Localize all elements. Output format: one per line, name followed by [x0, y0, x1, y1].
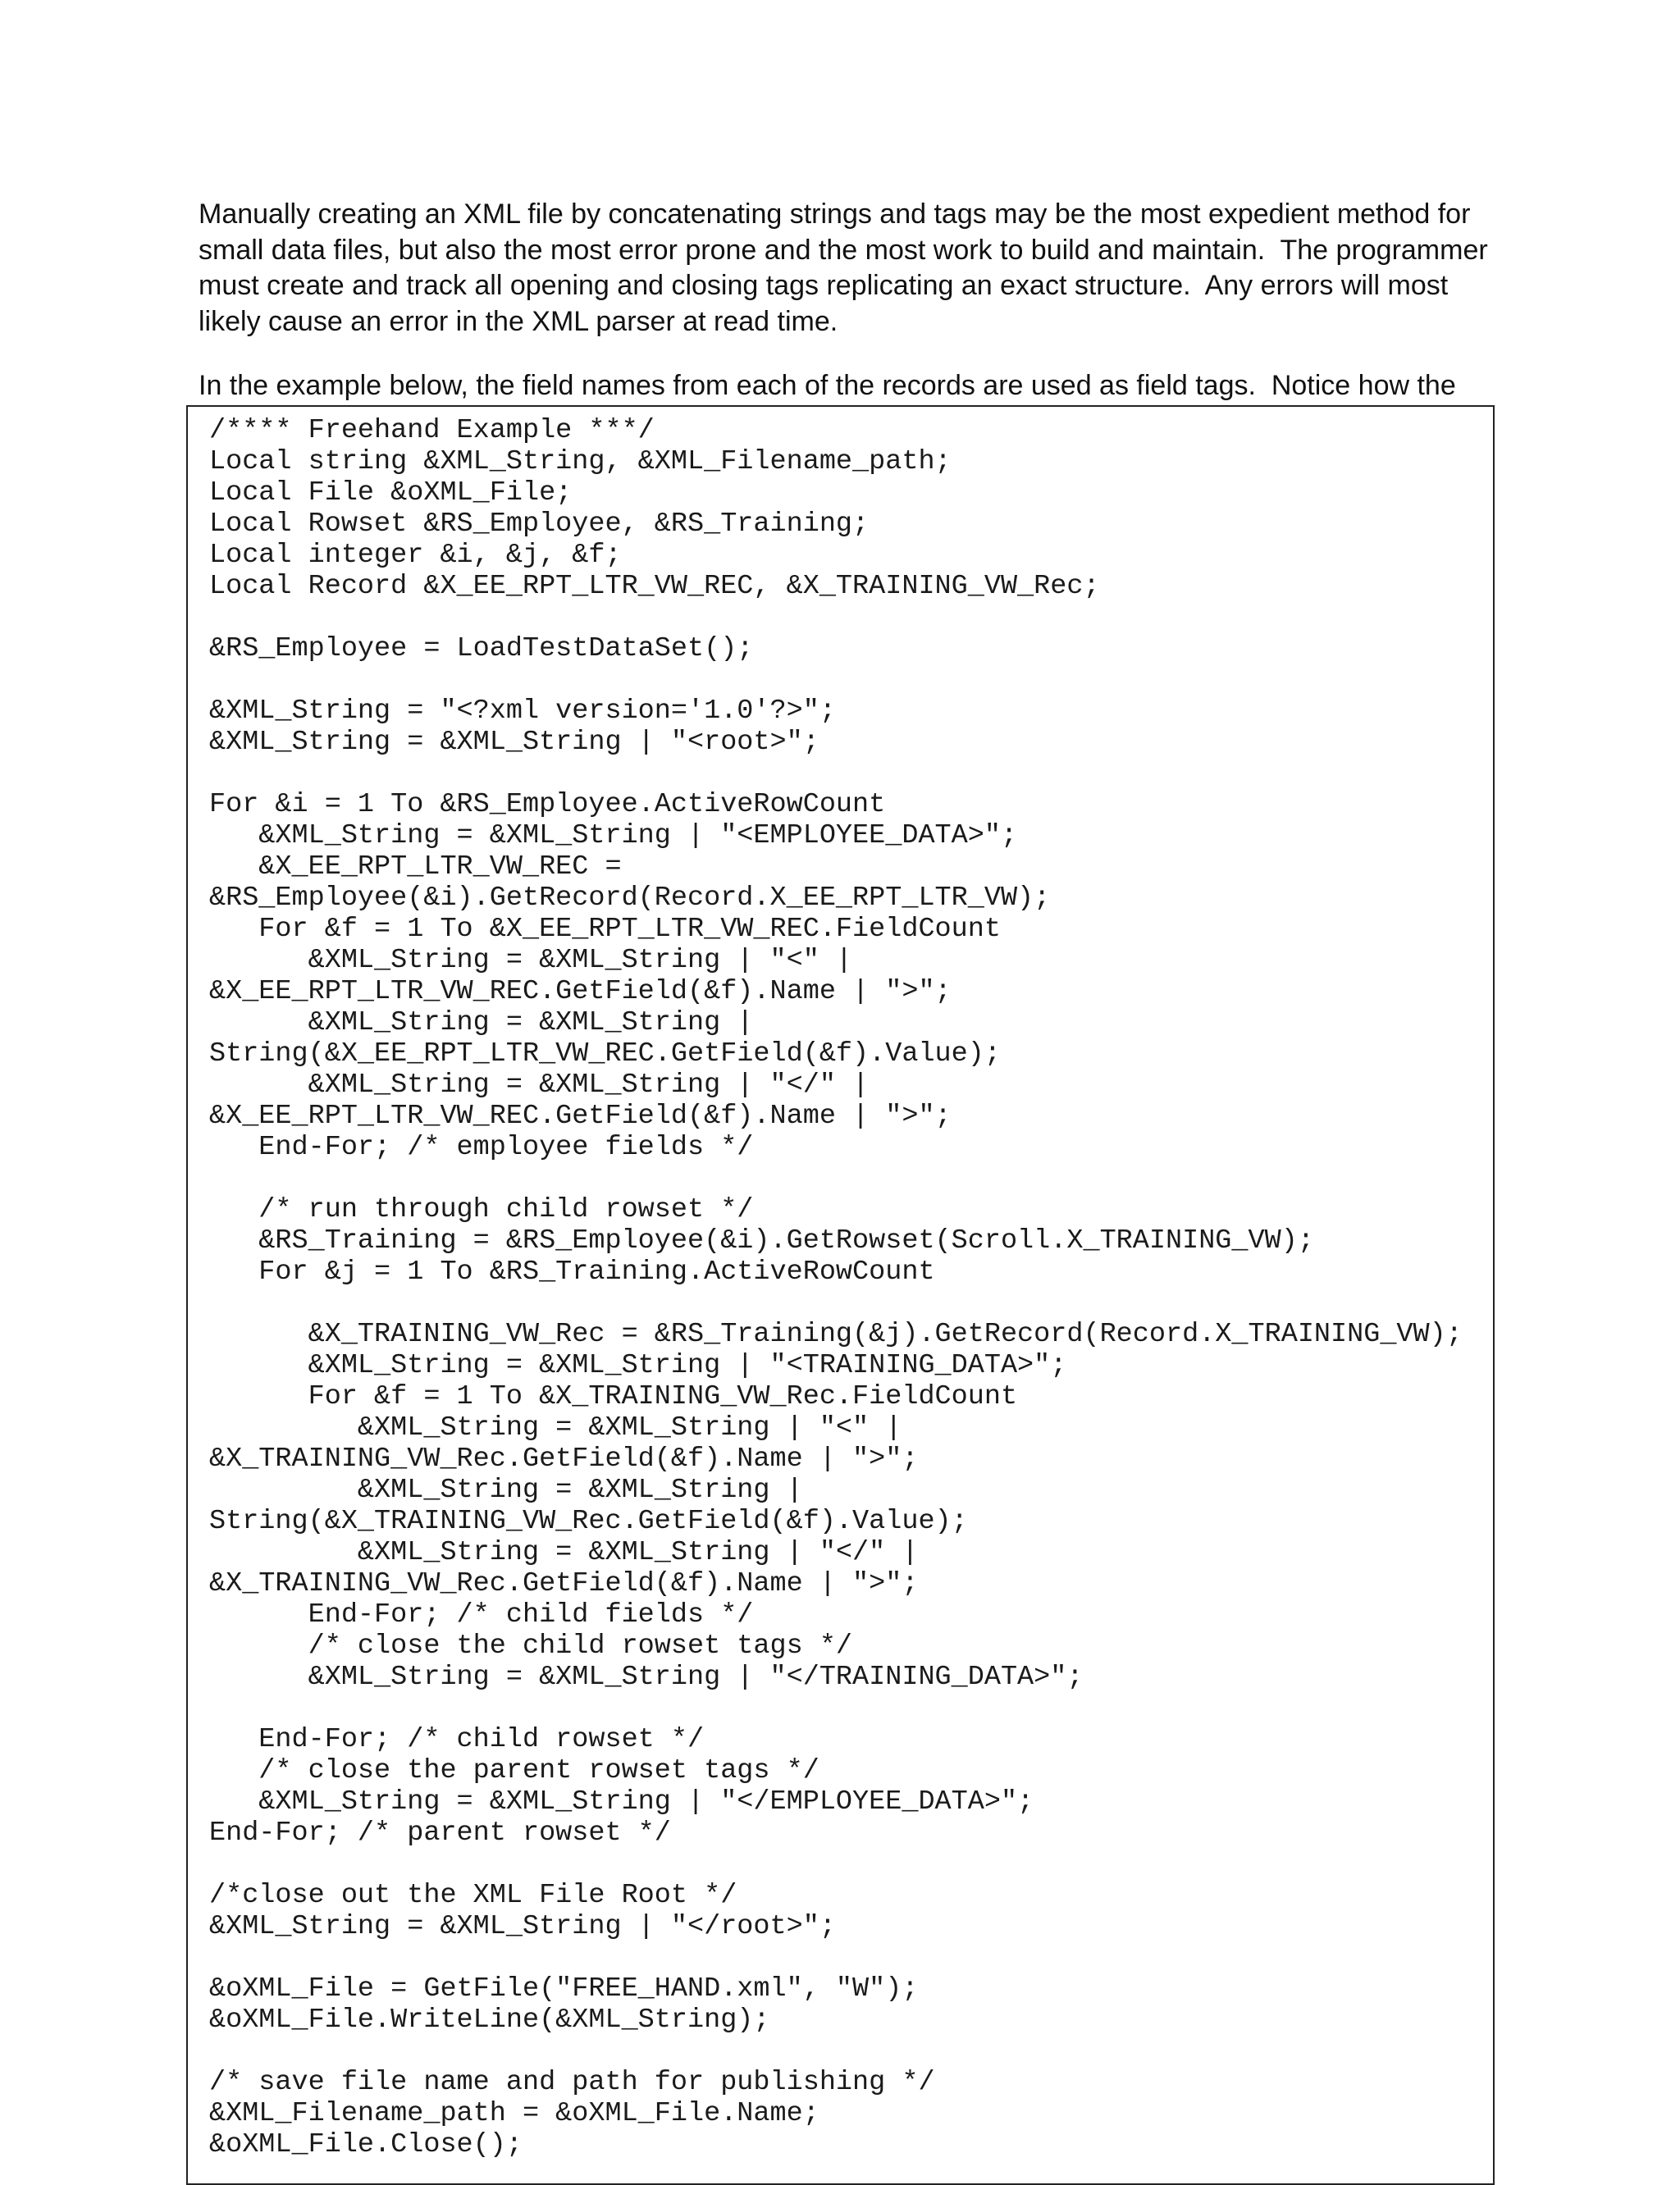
code-line: &XML_String = &XML_String | "</EMPLOYEE_DATA>"; — [209, 1786, 1034, 1818]
code-line: &X_EE_RPT_LTR_VW_REC.GetField(&f).Name | ">"; — [209, 1101, 952, 1132]
code-line: &oXML_File.Close(); — [209, 2129, 523, 2160]
code-line: For &j = 1 To &RS_Training.ActiveRowCount — [209, 1257, 935, 1288]
code-line: Local File &oXML_File; — [209, 477, 573, 509]
code-line: Local Record &X_EE_RPT_LTR_VW_REC, &X_TRAINING_VW_Rec; — [209, 571, 1100, 602]
paragraph-line: small data files, but also the most error prone and the most work to build and maintain. The programmer — [199, 234, 1488, 266]
code-line: &XML_String = &XML_String | "<" | — [209, 1412, 902, 1444]
code-listing — [209, 415, 1463, 2160]
code-line: /* close the parent rowset tags */ — [209, 1755, 819, 1786]
code-listing-box — [186, 405, 1495, 2185]
code-line — [209, 602, 1463, 633]
code-line: End-For; /* child fields */ — [209, 1599, 754, 1631]
code-line: String(&X_TRAINING_VW_Rec.GetField(&f).Value); — [209, 1506, 968, 1537]
code-line: &XML_String = &XML_String | "</TRAINING_DATA>"; — [209, 1662, 1084, 1693]
code-line: &oXML_File.WriteLine(&XML_String); — [209, 2005, 770, 2036]
code-line: &XML_String = &XML_String | "<EMPLOYEE_DATA>"; — [209, 820, 1018, 851]
code-line: Local string &XML_String, &XML_Filename_path; — [209, 446, 952, 477]
code-line: /* run through child rowset */ — [209, 1194, 754, 1225]
code-line: &oXML_File = GetFile("FREE_HAND.xml", "W"); — [209, 1973, 919, 2005]
code-line: For &i = 1 To &RS_Employee.ActiveRowCount — [209, 789, 886, 820]
code-line — [209, 1942, 1463, 1973]
code-line — [209, 1288, 1463, 1319]
code-line — [209, 758, 1463, 789]
code-line — [209, 664, 1463, 696]
code-line: /* close the child rowset tags */ — [209, 1631, 853, 1662]
code-line: &X_EE_RPT_LTR_VW_REC = — [209, 851, 622, 883]
code-line: End-For; /* employee fields */ — [209, 1132, 754, 1163]
code-line: End-For; /* child rowset */ — [209, 1724, 705, 1755]
code-line: &RS_Training = &RS_Employee(&i).GetRowset(Scroll.X_TRAINING_VW); — [209, 1225, 1314, 1257]
code-line: &XML_String = &XML_String | "<" | — [209, 945, 853, 976]
code-line: &XML_String = &XML_String | "</" | — [209, 1537, 919, 1568]
code-line: &XML_String = &XML_String | "</" | — [209, 1070, 870, 1101]
paragraph-line: likely cause an error in the XML parser at read time. — [199, 305, 838, 337]
paragraph-line: In the example below, the field names from each of the records are used as field tags. Notice how the — [199, 370, 1456, 401]
code-line: &X_EE_RPT_LTR_VW_REC.GetField(&f).Name | ">"; — [209, 976, 952, 1007]
paragraph-line: must create and track all opening and closing tags replicating an exact structure. Any errors will most — [199, 270, 1449, 302]
code-line: Local Rowset &RS_Employee, &RS_Training; — [209, 509, 870, 540]
example-intro-paragraph — [199, 368, 1499, 404]
intro-paragraph — [199, 197, 1499, 340]
code-line — [209, 1693, 1463, 1724]
code-line: /* save file name and path for publishing */ — [209, 2067, 935, 2098]
code-line: &XML_Filename_path = &oXML_File.Name; — [209, 2098, 819, 2129]
code-line: &X_TRAINING_VW_Rec.GetField(&f).Name | ">"; — [209, 1444, 919, 1475]
code-line: &RS_Employee(&i).GetRecord(Record.X_EE_RPT_LTR_VW); — [209, 883, 1051, 914]
code-line: /**** Freehand Example ***/ — [209, 415, 655, 446]
code-line: Local integer &i, &j, &f; — [209, 540, 622, 571]
code-line: &XML_String = &XML_String | "</root>"; — [209, 1911, 836, 1942]
code-line: /*close out the XML File Root */ — [209, 1880, 737, 1911]
code-line: &XML_String = &XML_String | — [209, 1007, 754, 1038]
code-line: &XML_String = &XML_String | "<TRAINING_DATA>"; — [209, 1350, 1067, 1381]
code-line: End-For; /* parent rowset */ — [209, 1818, 671, 1849]
paragraph-line: Manually creating an XML file by concatenating strings and tags may be the most expedient method for — [199, 198, 1471, 230]
code-line: &XML_String = "<?xml version='1.0'?>"; — [209, 696, 836, 727]
code-line — [209, 1163, 1463, 1194]
code-line: &X_TRAINING_VW_Rec.GetField(&f).Name | ">"; — [209, 1568, 919, 1599]
code-line: &XML_String = &XML_String | "<root>"; — [209, 727, 819, 758]
code-line: &XML_String = &XML_String | — [209, 1475, 803, 1506]
code-line — [209, 1849, 1463, 1880]
code-line: For &f = 1 To &X_EE_RPT_LTR_VW_REC.FieldCount — [209, 914, 1001, 945]
code-line: &RS_Employee = LoadTestDataSet(); — [209, 633, 754, 664]
code-line — [209, 2036, 1463, 2067]
code-line: String(&X_EE_RPT_LTR_VW_REC.GetField(&f).Value); — [209, 1038, 1001, 1070]
code-line: For &f = 1 To &X_TRAINING_VW_Rec.FieldCount — [209, 1381, 1018, 1412]
code-line: &X_TRAINING_VW_Rec = &RS_Training(&j).GetRecord(Record.X_TRAINING_VW); — [209, 1319, 1463, 1350]
